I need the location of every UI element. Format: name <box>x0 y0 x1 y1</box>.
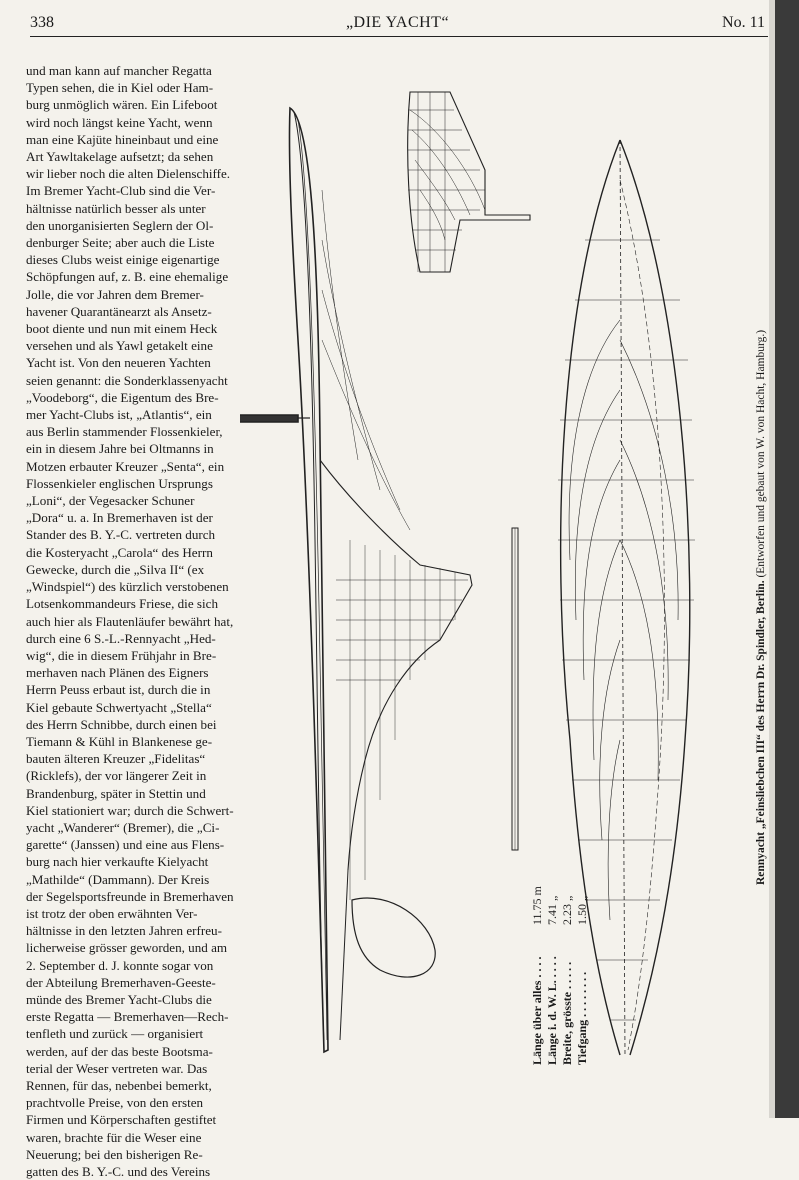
caption-credit: (Entworfen und gebaut von W. von Hacht, Hamburg.) <box>755 329 767 578</box>
text-line: werden, auf der das beste Bootsma- <box>26 1043 213 1059</box>
text-line: boot diente und nun mit einem Heck <box>26 321 218 337</box>
dimension-row <box>545 865 560 1065</box>
dimension-value: 11.75 m <box>530 886 544 925</box>
text-line: ein in diesem Jahre bei Oltmanns in <box>26 441 214 457</box>
text-line: Typen sehen, die in Kiel oder Ham- <box>26 80 214 96</box>
article-text-column <box>26 62 264 1180</box>
text-line: „Windspiel“) des kürzlich verstobenen <box>26 579 229 595</box>
text-line: versehen und als Yawl getakelt eine <box>26 338 213 354</box>
text-line: und man kann auf mancher Regatta <box>26 63 212 78</box>
text-line: Herrn Peuss erbaut ist, durch die in <box>26 682 211 698</box>
text-line: „Dora“ u. a. In Bremerhaven ist der <box>26 510 213 526</box>
text-line: Lotsenkommandeurs Friese, die sich <box>26 596 219 612</box>
text-line: Gewecke, durch die „Silva II“ (ex <box>26 561 205 577</box>
dimension-row <box>560 865 575 1065</box>
text-line: erste Regatta — Bremerhaven—Rech- <box>26 1009 229 1025</box>
page-number: 338 <box>30 14 54 31</box>
text-line: Motzen erbauter Kreuzer „Senta“, ein <box>26 458 225 474</box>
text-line: man eine Kajüte hineinbaut und eine <box>26 131 219 147</box>
text-line: garette“ (Janssen) und eine aus Flens- <box>26 837 225 853</box>
dimension-value: 1.50 „ <box>575 895 589 925</box>
dimension-label: Tiefgang . . . . . . . . <box>575 971 589 1065</box>
text-line: Firmen und Körperschaften gestiftet <box>26 1112 217 1128</box>
text-line: Neuerung; bei den bisherigen Re- <box>26 1146 203 1162</box>
text-line: Flossenkieler englischen Ursprungs <box>26 475 213 491</box>
text-line: tenfleth und zurück — organisiert <box>26 1026 204 1042</box>
text-line: aus Berlin stammender Flossenkieler, <box>26 424 223 440</box>
body-plan-view <box>408 92 530 272</box>
text-line: denburger Seite; aber auch die Liste <box>26 235 215 251</box>
text-line: durch eine 6 S.-L.-Rennyacht „Hed- <box>26 630 216 646</box>
text-line: des Herrn Schnibbe, durch einen bei <box>26 716 217 732</box>
text-line: Art Yawltakelage aufsetzt; da sehen <box>26 149 214 165</box>
text-line: gatten des B. Y.-C. und des Vereins <box>26 1164 211 1179</box>
text-line: licherweise grösser geworden, und am <box>26 940 228 956</box>
profile-view <box>240 108 472 1052</box>
text-line: Stander des B. Y.-C. vertreten durch <box>26 527 216 543</box>
text-line: Kiel gebaute Schwertyacht „Stella“ <box>26 699 212 715</box>
dimension-label: Länge i. d. W. L. . . . . <box>545 956 559 1065</box>
yacht-lines-drawing <box>240 40 760 1100</box>
text-line: seien genannt: die Sonderklassenyacht <box>26 372 228 388</box>
dimension-value: 2.23 „ <box>560 895 574 925</box>
text-line: burg unmöglich wären. Ein Lifeboot <box>26 97 218 113</box>
text-line: wird noch längst keine Yacht, wenn <box>26 114 213 130</box>
text-line: „Loni“, der Vegesacker Schuner <box>26 493 195 509</box>
text-line: bauten älteren Kreuzer „Fidelitas“ <box>26 751 206 767</box>
text-line: Jolle, die vor Jahren dem Bremer- <box>26 286 204 302</box>
text-line: der Segelsportsfreunde in Bremerhaven <box>26 888 234 904</box>
journal-title: „DIE YACHT“ <box>345 14 450 31</box>
text-line: Schöpfungen auf, z. B. eine ehemalige <box>26 269 229 285</box>
text-line: dieses Clubs weist einige eigenartige <box>26 252 220 268</box>
text-line: yacht „Wanderer“ (Bremer), die „Ci- <box>26 819 220 835</box>
text-line: (Ricklefs), der vor längerer Zeit in <box>26 768 207 784</box>
text-line: Yacht ist. Von den neueren Yachten <box>26 355 211 371</box>
text-line: Kiel stationiert war; durch die Schwert- <box>26 802 234 818</box>
text-line: hältnisse in den letzten Jahren erfreu- <box>26 923 222 939</box>
text-line: 2. September d. J. konnte sogar von <box>26 957 214 973</box>
text-line: mer Yacht-Clubs ist, „Atlantis“, ein <box>26 407 212 423</box>
text-line: münde des Bremer Yacht-Clubs die <box>26 991 212 1007</box>
text-line: merhaven nach Plänen des Eigners <box>26 665 209 681</box>
header-rule <box>30 36 768 37</box>
text-line: Brandenburg, später in Stettin und <box>26 785 206 801</box>
dimension-label: Breite, grösste . . . . . <box>560 961 574 1065</box>
issue-number: No. 11 <box>722 14 765 31</box>
text-line: wig“, die in diesem Frühjahr in Bre- <box>26 647 217 663</box>
dimension-value: 7.41 „ <box>545 895 559 925</box>
text-line: auch hier als Flautenläufer bewährt hat, <box>26 613 234 629</box>
text-line: burg nach hier verkaufte Kielyacht <box>26 854 209 870</box>
text-line: havener Quarantänearzt als Ansetz- <box>26 303 212 319</box>
dimension-label: Länge über alles . . . . <box>530 956 544 1065</box>
scale-bar <box>512 528 518 850</box>
text-line: terial der Weser vertreten war. Das <box>26 1060 208 1076</box>
text-line: Im Bremer Yacht-Club sind die Ver- <box>26 183 216 199</box>
text-line: „Mathilde“ (Dammann). Der Kreis <box>26 871 210 887</box>
page-header <box>30 14 765 36</box>
dimension-row <box>575 865 590 1065</box>
text-line: Rennen, für das, nebenbei bemerkt, <box>26 1077 212 1093</box>
text-line: die Kosteryacht „Carola“ des Herrn <box>26 544 213 560</box>
text-line: „Voodeborg“, die Eigentum des Bre- <box>26 389 219 405</box>
text-line: Tiemann & Kühl in Blankenese ge- <box>26 733 213 749</box>
text-line: den unorganisierten Seglern der Ol- <box>26 217 214 233</box>
page-edge-shadow <box>769 0 799 1118</box>
text-line: der Abteilung Bremerhaven-Geeste- <box>26 974 216 990</box>
text-line: waren, brachte für die Weser eine <box>26 1129 202 1145</box>
text-line: ist trotz der oben erwähnten Ver- <box>26 905 198 921</box>
dimension-row <box>530 865 545 1065</box>
text-line: wir lieber noch die alten Dielenschiffe. <box>26 166 231 182</box>
text-line: hältnisse natürlich besser als unter <box>26 200 206 216</box>
caption-title: Rennyacht „Feinsliebchen III“ des Herrn Dr. Spindler, Berlin. <box>755 580 767 885</box>
text-line: prachtvolle Preise, von den ersten <box>26 1095 204 1111</box>
